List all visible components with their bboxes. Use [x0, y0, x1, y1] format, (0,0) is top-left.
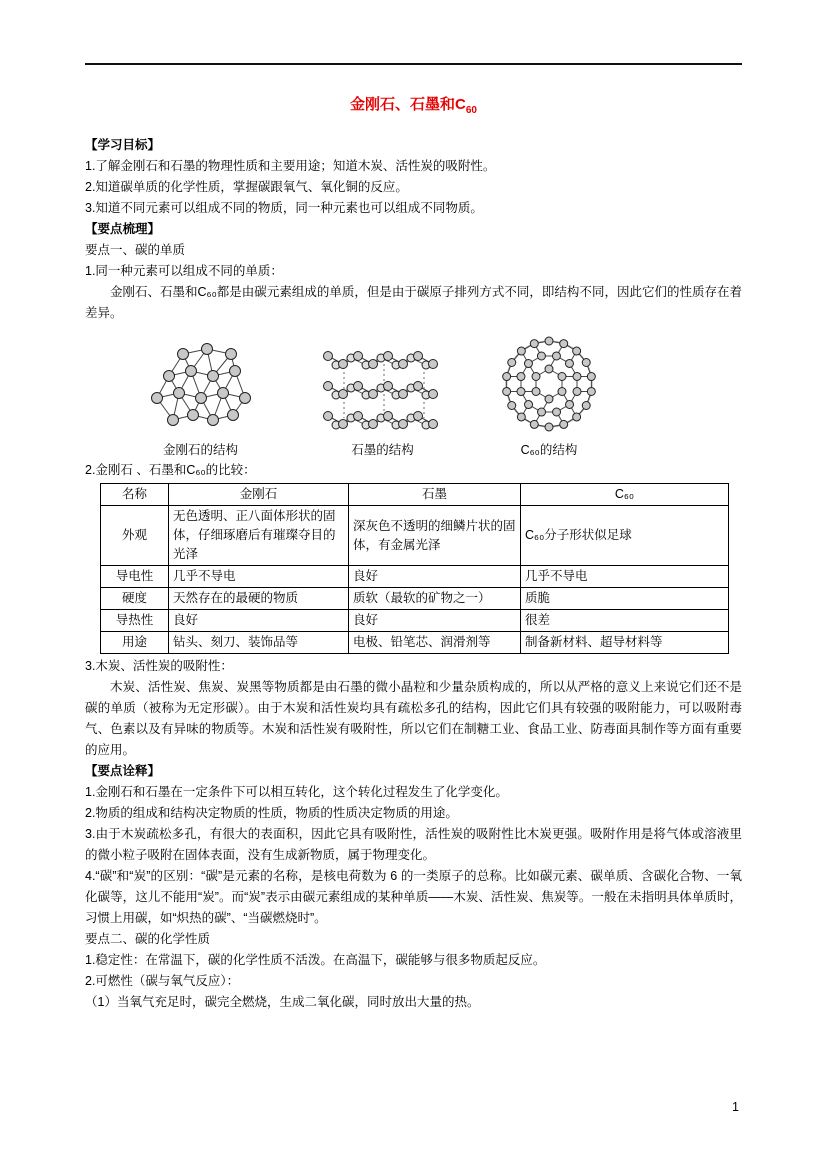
- table-cell: 良好: [169, 610, 349, 632]
- diamond-structure-caption: 金刚石的结构: [162, 443, 238, 457]
- learning-goals-header: 【学习目标】: [85, 138, 161, 152]
- table-header-cell: C₆₀: [521, 484, 729, 506]
- annotations-header: 【要点诠释】: [85, 764, 161, 778]
- table-cell: 电极、铅笔芯、润滑剂等: [349, 632, 521, 654]
- table-cell: C₆₀分子形状似足球: [521, 506, 729, 566]
- table-cell: 质软（最软的矿物之一）: [349, 588, 521, 610]
- table-row: [101, 566, 729, 588]
- table-cell: 良好: [349, 610, 521, 632]
- point2-item: （1）当氧气充足时，碳完全燃烧，生成二氧化碳，同时放出大量的热。: [85, 995, 480, 1009]
- c60-structure-figure: [497, 334, 601, 458]
- header-rule: [85, 63, 742, 65]
- point1-title: 要点一、碳的单质: [85, 243, 186, 257]
- table-header-cell: 金刚石: [169, 484, 349, 506]
- point1-item3-paragraph: 木炭、活性炭、焦炭、炭黑等物质都是由石墨的微小晶粒和少量杂质构成的，所以从严格的意义上来说它们还不是碳的单质（被称为无定形碳）。由于木炭和活性炭均具有疏松多孔的结构，因此它们具有较强的吸附能力，可以吸附毒气、色素以及有异味的物质等。木炭和活性炭有吸附性，所以它们在制糖工业、食品工业、防毒面具制作等方面有重要的应用。: [85, 680, 742, 757]
- table-row-label: 导热性: [101, 610, 169, 632]
- structure-figures: [133, 334, 742, 458]
- table-row: [101, 632, 729, 654]
- diamond-structure-figure: [133, 342, 268, 458]
- table-row-label: 硬度: [101, 588, 169, 610]
- learning-goal-item: 2.知道碳单质的化学性质，掌握碳跟氧气、氧化铜的反应。: [85, 180, 408, 194]
- table-cell: 天然存在的最硬的物质: [169, 588, 349, 610]
- table-cell: 深灰色不透明的细鳞片状的固体，有金属光泽: [349, 506, 521, 566]
- document-content: [85, 0, 742, 1013]
- point1-item3-title: 3.木炭、活性炭的吸附性：: [85, 659, 233, 673]
- point2-title: 要点二、碳的化学性质: [85, 932, 211, 946]
- table-header-cell: 名称: [101, 484, 169, 506]
- annotation-item: 4.“碳”和“炭”的区别：“碳”是元素的名称，是核电荷数为 6 的一类原子的总称。比如碳元素、碳单质、含碳化合物、一氧化碳等，这儿不能用“炭”。而“炭”表示由碳元素组成的某种单质――木炭、活性炭、焦炭等。一般在未指明具体单质时，习惯上用碳，如“炽热的碳”、“当碳燃烧时”。: [85, 869, 742, 925]
- table-cell: 良好: [349, 566, 521, 588]
- table-row: [101, 610, 729, 632]
- page-title-subscript: 60: [465, 105, 477, 116]
- learning-goal-item: 1.了解金刚石和石墨的物理性质和主要用途；知道木炭、活性炭的吸附性。: [85, 159, 496, 173]
- annotation-item: 3.由于木炭疏松多孔，有很大的表面积，因此它具有吸附性，活性炭的吸附性比木炭更强。吸附作用是将气体或溶液里的微小粒子吸附在固体表面，没有生成新物质，属于物理变化。: [85, 827, 742, 862]
- annotation-item: 2.物质的组成和结构决定物质的性质，物质的性质决定物质的用途。: [85, 806, 458, 820]
- table-row: [101, 588, 729, 610]
- comparison-table: [100, 483, 729, 654]
- learning-goal-item: 3.知道不同元素可以组成不同的物质，同一种元素也可以组成不同物质。: [85, 201, 483, 215]
- page-title: [85, 95, 742, 121]
- key-points-header: 【要点梳理】: [85, 222, 161, 236]
- table-cell: 钻头、刻刀、装饰品等: [169, 632, 349, 654]
- graphite-structure-image: [320, 342, 445, 434]
- table-cell: 几乎不导电: [169, 566, 349, 588]
- graphite-structure-caption: 石墨的结构: [351, 443, 414, 457]
- table-row: [101, 506, 729, 566]
- page-title-text: 金刚石、石墨和C: [350, 96, 466, 113]
- point1-item2-title: 2.金刚石 、石墨和C₆₀的比较：: [85, 463, 256, 477]
- point1-item1-title: 1.同一种元素可以组成不同的单质：: [85, 264, 283, 278]
- point1-item1-paragraph: 金刚石、石墨和C₆₀都是由碳元素组成的单质，但是由于碳原子排列方式不同，即结构不同，因此它们的性质存在着差异。: [85, 285, 742, 320]
- table-cell: 质脆: [521, 588, 729, 610]
- page-number: 1: [732, 1100, 739, 1114]
- graphite-structure-figure: [320, 342, 445, 458]
- table-cell: 无色透明、正八面体形状的固体，仔细琢磨后有璀璨夺目的光泽: [169, 506, 349, 566]
- table-row-label: 外观: [101, 506, 169, 566]
- table-cell: 制备新材料、超导材料等: [521, 632, 729, 654]
- c60-structure-caption: C₆₀的结构: [520, 443, 578, 457]
- table-header-row: [101, 484, 729, 506]
- point2-item: 2.可燃性（碳与氧气反应）：: [85, 974, 240, 988]
- table-row-label: 用途: [101, 632, 169, 654]
- table-header-cell: 石墨: [349, 484, 521, 506]
- annotation-item: 1.金刚石和石墨在一定条件下可以相互转化，这个转化过程发生了化学变化。: [85, 785, 508, 799]
- c60-structure-image: [497, 334, 601, 434]
- point2-item: 1.稳定性：在常温下，碳的化学性质不活泼。在高温下，碳能够与很多物质起反应。: [85, 953, 546, 967]
- table-cell: 几乎不导电: [521, 566, 729, 588]
- table-row-label: 导电性: [101, 566, 169, 588]
- diamond-structure-image: [133, 342, 268, 434]
- table-cell: 很差: [521, 610, 729, 632]
